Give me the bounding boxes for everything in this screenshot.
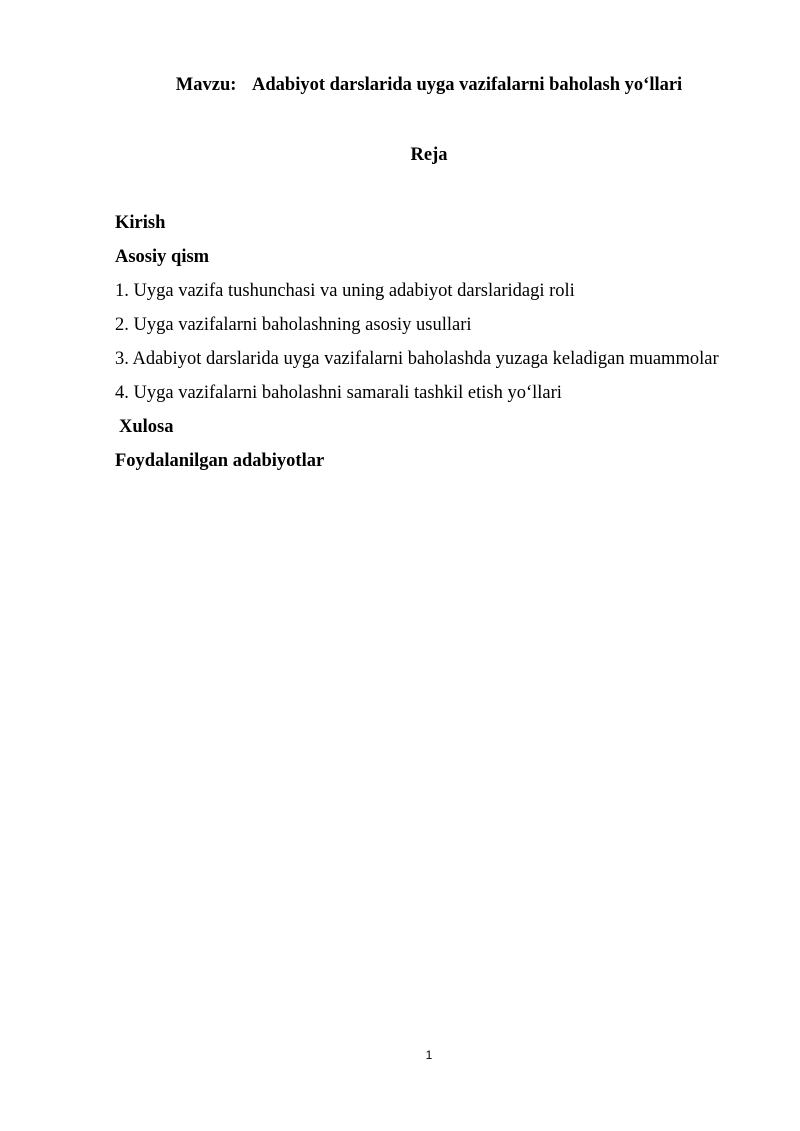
- title-label: Mavzu:: [175, 75, 237, 95]
- title-text: Adabiyot darslarida uyga vazifalarni baholash yo‘llari: [252, 75, 683, 95]
- plan-item-introduction: Kirish: [115, 213, 166, 233]
- document-title: [0, 75, 800, 96]
- plan-item-conclusion: Xulosa: [119, 417, 174, 437]
- plan-item-references: Foydalanilgan adabiyotlar: [115, 451, 325, 471]
- page-number: 1: [425, 1048, 433, 1062]
- plan-heading: Reja: [410, 145, 448, 165]
- plan-item-main-part: Asosiy qism: [115, 247, 210, 267]
- plan-list: [115, 211, 719, 483]
- plan-item-3: 3. Adabiyot darslarida uyga vazifalarni baholashda yuzaga keladigan muammolar: [115, 349, 719, 369]
- plan-item-1: 1. Uyga vazifa tushunchasi va uning adabiyot darslaridagi roli: [115, 281, 575, 301]
- plan-item-2: 2. Uyga vazifalarni baholashning asosiy usullari: [115, 315, 472, 335]
- plan-item-4: 4. Uyga vazifalarni baholashni samarali tashkil etish yo‘llari: [115, 383, 562, 403]
